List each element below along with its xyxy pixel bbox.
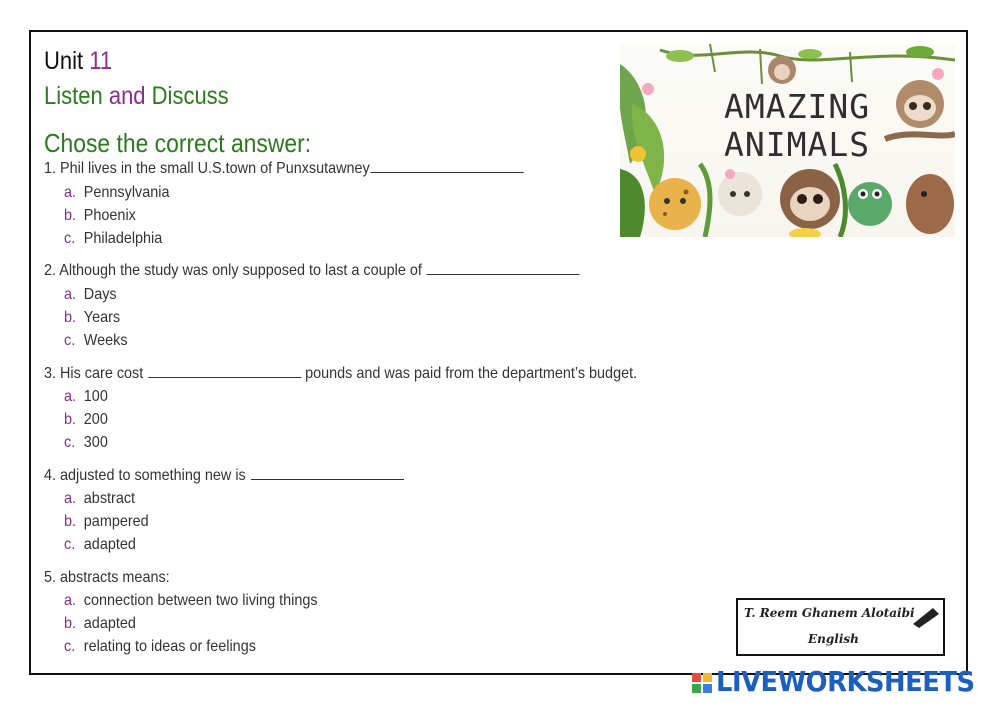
question-text: 4. adjusted to something new is <box>44 467 250 484</box>
question-3 <box>44 365 637 383</box>
question-5 <box>44 569 170 587</box>
liveworksheets-logo-icon <box>692 673 712 693</box>
option-text: Phoenix <box>83 207 136 224</box>
option-text: 200 <box>83 411 108 428</box>
option-text: Days <box>83 286 117 303</box>
option-text: adapted <box>83 615 136 632</box>
liveworksheets-wordmark: LIVEWORKSHEETS <box>716 665 975 698</box>
option-1a[interactable] <box>64 184 169 202</box>
unit-word: Unit <box>44 47 84 75</box>
teacher-signature <box>736 598 945 656</box>
unit-heading <box>44 47 112 76</box>
option-2a[interactable] <box>64 286 117 304</box>
answer-blank[interactable] <box>251 478 404 480</box>
and-word: and <box>108 82 146 110</box>
option-text: 100 <box>83 388 108 405</box>
teacher-name: T. Reem Ghanem Alotaibi <box>744 606 915 620</box>
question-text: 1. Phil lives in the small U.S.town of Punxsutawney <box>44 160 370 177</box>
option-text: Pennsylvania <box>83 184 170 201</box>
banner-title <box>724 88 870 164</box>
option-letter: c. <box>64 536 76 553</box>
option-2c[interactable] <box>64 332 128 350</box>
option-letter: a. <box>64 184 77 201</box>
option-letter: b. <box>64 615 77 632</box>
answer-blank[interactable] <box>148 376 301 378</box>
question-1 <box>44 160 524 178</box>
section-heading <box>44 82 229 111</box>
option-4b[interactable] <box>64 513 149 531</box>
option-letter: a. <box>64 388 77 405</box>
worksheet <box>29 30 968 675</box>
option-letter: b. <box>64 513 77 530</box>
option-text: 300 <box>83 434 108 451</box>
option-letter: a. <box>64 592 77 609</box>
option-3a[interactable] <box>64 388 108 406</box>
option-letter: c. <box>64 230 76 247</box>
question-text: 5. abstracts means: <box>44 569 170 586</box>
unit-number: 11 <box>89 47 113 75</box>
option-3b[interactable] <box>64 411 108 429</box>
question-4 <box>44 467 404 485</box>
option-text: abstract <box>83 490 136 507</box>
option-letter: c. <box>64 638 76 655</box>
question-text-after: pounds and was paid from the department’s budget. <box>301 365 638 382</box>
listen-word: Listen <box>44 82 103 110</box>
option-text: adapted <box>83 536 136 553</box>
answer-blank[interactable] <box>427 273 580 275</box>
instruction-heading: Chose the correct answer: <box>44 128 312 158</box>
option-4c[interactable] <box>64 536 136 554</box>
amazing-animals-banner <box>620 44 955 237</box>
option-letter: a. <box>64 286 77 303</box>
option-letter: c. <box>64 332 76 349</box>
option-letter: a. <box>64 490 77 507</box>
option-text: connection between two living things <box>83 592 318 609</box>
question-2 <box>44 262 580 280</box>
question-text: 2. Although the study was only supposed to last a couple of <box>44 262 426 279</box>
option-letter: b. <box>64 309 77 326</box>
option-letter: b. <box>64 207 77 224</box>
option-text: relating to ideas or feelings <box>83 638 256 655</box>
banner-title-line2: ANIMALS <box>724 125 871 164</box>
option-4a[interactable] <box>64 490 135 508</box>
banner-title-line1: AMAZING <box>724 87 871 126</box>
question-text: 3. His care cost <box>44 365 148 382</box>
option-letter: c. <box>64 434 76 451</box>
option-1c[interactable] <box>64 230 162 248</box>
answer-blank[interactable] <box>371 171 524 173</box>
option-5b[interactable] <box>64 615 136 633</box>
option-3c[interactable] <box>64 434 108 452</box>
option-text: pampered <box>83 513 149 530</box>
option-text: Philadelphia <box>83 230 163 247</box>
option-5a[interactable] <box>64 592 318 610</box>
pen-icon <box>911 606 941 628</box>
option-text: Weeks <box>83 332 128 349</box>
teacher-subject: English <box>808 632 859 646</box>
discuss-word: Discuss <box>151 82 229 110</box>
option-letter: b. <box>64 411 77 428</box>
option-1b[interactable] <box>64 207 136 225</box>
option-text: Years <box>83 309 121 326</box>
option-5c[interactable] <box>64 638 256 656</box>
option-2b[interactable] <box>64 309 120 327</box>
